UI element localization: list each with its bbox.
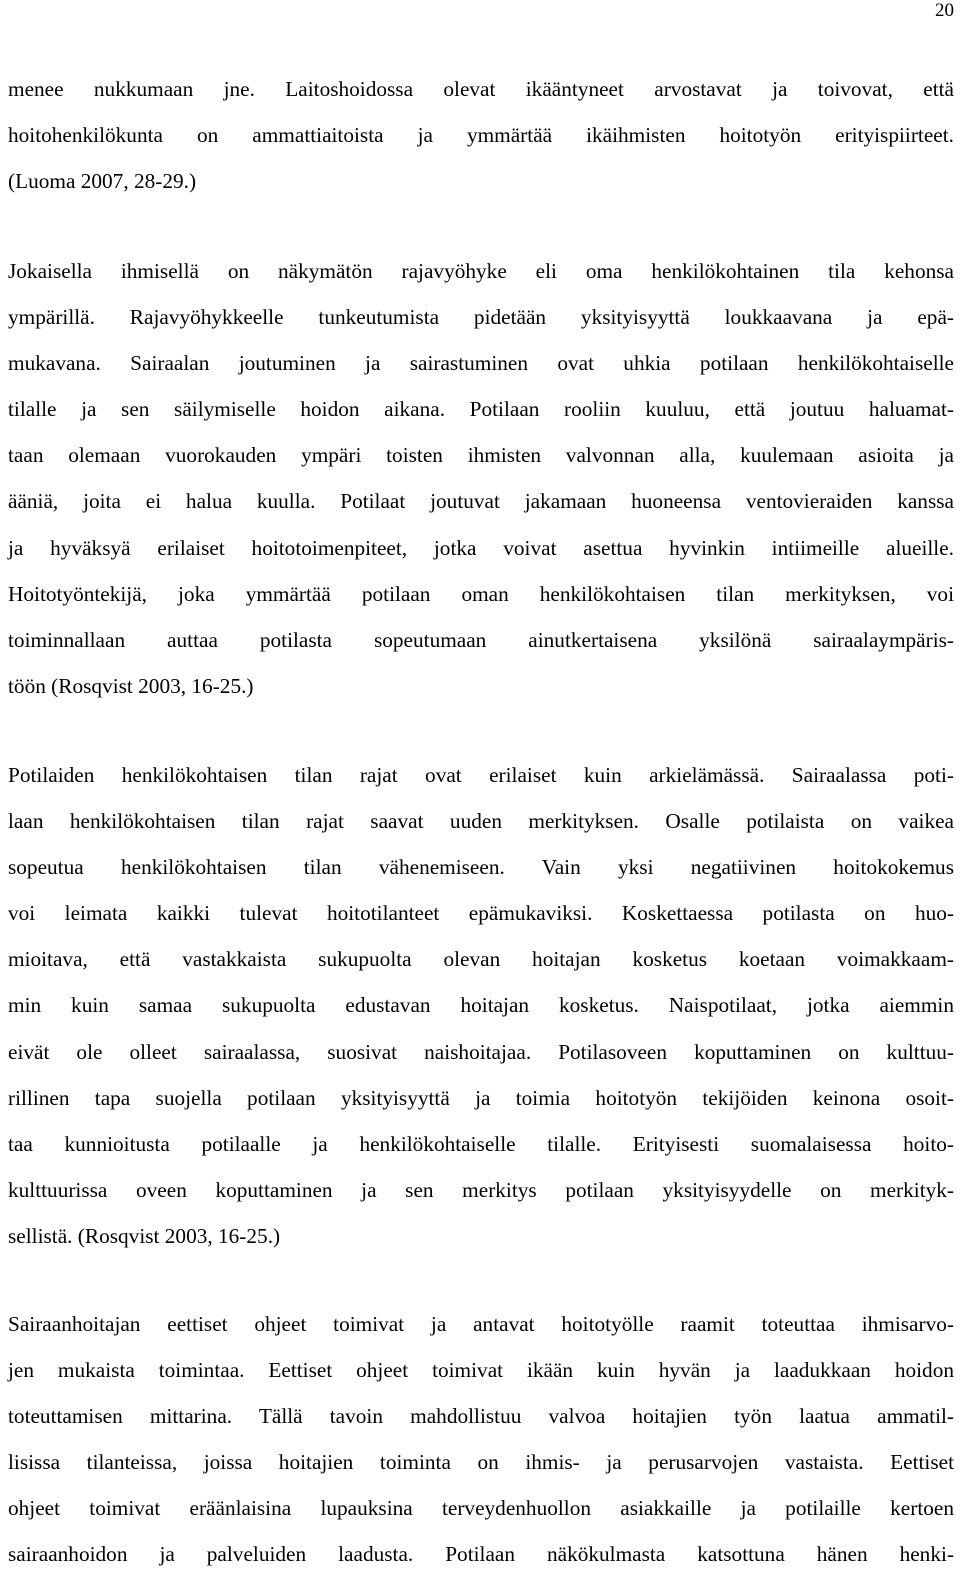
text-line: hoitohenkilökunta on ammattiaitoista ja ymmärtää ikäihmisten hoitotyön erityispiirteet.	[8, 123, 954, 148]
text-line: Jokaisella ihmisellä on näkymätön rajavyöhyke eli oma henkilökohtainen tila kehonsa	[8, 259, 954, 283]
paragraph-1	[8, 66, 954, 204]
text-line: menee nukkumaan jne. Laitoshoidossa olevat ikääntyneet arvostavat ja toivovat, että	[8, 77, 954, 101]
text-line: taa kunnioitusta potilaalle ja henkilökohtaiselle tilalle. Erityisesti suomalaisessa hoito-	[8, 1131, 954, 1156]
text-line: ohjeet toimivat eräänlaisina lupauksina terveydenhuollon asiakkaille ja potilaille kertoen	[8, 1496, 954, 1521]
text-line: mukavana. Sairaalan joutuminen ja sairastuminen ovat uhkia potilaan henkilökohtaiselle	[8, 351, 954, 376]
text-line: sairaanhoidon ja palveluiden laadusta. Potilaan näkökulmasta katsottuna hänen henki-	[8, 1542, 954, 1567]
text-line: Sairaanhoitajan eettiset ohjeet toimivat ja antavat hoitotyölle raamit toteuttaa ihmisarvo-	[8, 1312, 954, 1336]
text-line: mioitava, että vastakkaista sukupuolta olevan hoitajan kosketus koetaan voimakkaam-	[8, 947, 954, 972]
text-line: (Luoma 2007, 28-29.)	[8, 169, 197, 194]
text-line: toteuttamisen mittarina. Tällä tavoin mahdollistuu valvoa hoitajien työn laatua ammatil-	[8, 1404, 954, 1429]
text-line: voi leimata kaikki tulevat hoitotilanteet epämukaviksi. Koskettaessa potilasta on huo-	[8, 901, 954, 926]
text-line: laan henkilökohtaisen tilan rajat saavat uuden merkityksen. Osalle potilaista on vaikea	[8, 809, 954, 834]
text-line: lisissa tilanteissa, joissa hoitajien toiminta on ihmis- ja perusarvojen vastaista. Eettiset	[8, 1450, 954, 1475]
text-line: tilalle ja sen säilymiselle hoidon aikana. Potilaan rooliin kuuluu, että joutuu haluamat-	[8, 397, 954, 422]
text-line: ympärillä. Rajavyöhykkeelle tunkeutumista pidetään yksityisyyttä loukkaavana ja epä-	[8, 305, 954, 330]
text-line: kulttuurissa oveen koputtaminen ja sen merkitys potilaan yksityisyydelle on merkityk-	[8, 1177, 954, 1202]
paragraph-2	[8, 248, 954, 709]
text-line: min kuin samaa sukupuolta edustavan hoitajan kosketus. Naispotilaat, jotka aiemmin	[8, 993, 954, 1018]
text-line: Hoitotyöntekijä, joka ymmärtää potilaan oman henkilökohtaisen tilan merkityksen, voi	[8, 581, 954, 606]
text-line: eivät ole olleet sairaalassa, suosivat naishoitajaa. Potilasoveen koputtaminen on kulttuu-	[8, 1039, 954, 1064]
paragraph-3	[8, 752, 954, 1259]
page-number: 20	[935, 0, 954, 21]
text-line: sellistä. (Rosqvist 2003, 16-25.)	[8, 1223, 281, 1248]
text-line: töön (Rosqvist 2003, 16-25.)	[8, 673, 254, 698]
text-line: toiminnallaan auttaa potilasta sopeutumaan ainutkertaisena yksilönä sairaalaympäris-	[8, 627, 954, 652]
text-line: sopeutua henkilökohtaisen tilan vähenemiseen. Vain yksi negatiivinen hoitokokemus	[8, 855, 954, 880]
text-line: ja hyväksyä erilaiset hoitotoimenpiteet, jotka voivat asettua hyvinkin intiimeille alueille.	[8, 535, 954, 560]
paragraph-4	[8, 1301, 954, 1578]
text-line: taan olemaan vuorokauden ympäri toisten ihmisten valvonnan alla, kuulemaan asioita ja	[8, 443, 954, 468]
text-line: jen mukaista toimintaa. Eettiset ohjeet toimivat ikään kuin hyvän ja laadukkaan hoidon	[8, 1358, 954, 1383]
text-line: ääniä, joita ei halua kuulla. Potilaat joutuvat jakamaan huoneensa ventovieraiden kanssa	[8, 489, 954, 514]
text-line: rillinen tapa suojella potilaan yksityisyyttä ja toimia hoitotyön tekijöiden keinona osoit-	[8, 1085, 954, 1110]
text-line: Potilaiden henkilökohtaisen tilan rajat ovat erilaiset kuin arkielämässä. Sairaalassa poti-	[8, 763, 954, 787]
